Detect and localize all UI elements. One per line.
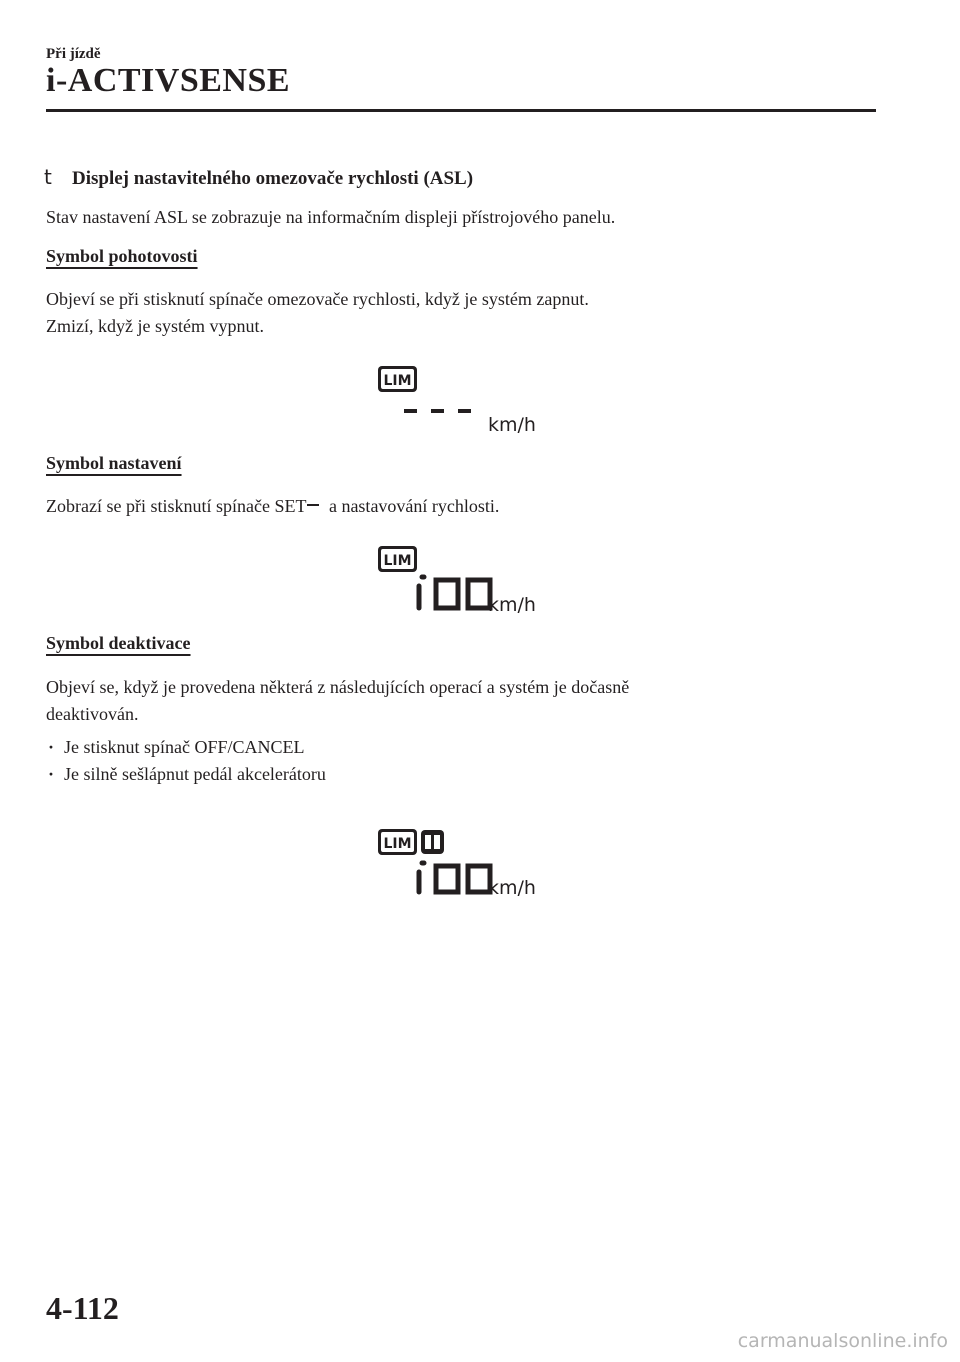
list-bullet: · — [48, 764, 55, 784]
page-heading — [44, 165, 473, 190]
deactivation-display-graphic — [376, 827, 556, 902]
setting-lim-label: LIM — [383, 553, 412, 569]
deactivation-unit: km/h — [488, 877, 536, 899]
standby-unit: km/h — [488, 414, 536, 436]
setting-unit: km/h — [488, 594, 536, 616]
header-rule — [46, 109, 876, 112]
lim-icon — [378, 366, 417, 392]
setting-display-graphic — [376, 544, 556, 619]
standby-line1: Objeví se při stisknutí spínače omezovače rychlosti, když je systém zapnut. — [46, 289, 589, 309]
setting-text-after: a nastavování rychlosti. — [324, 496, 500, 516]
lim-icon — [378, 829, 417, 855]
list-item — [48, 737, 305, 758]
standby-lim-label: LIM — [383, 373, 412, 389]
deactivation-title: Symbol deaktivace — [46, 633, 191, 653]
list-bullet: · — [48, 737, 55, 757]
minus-symbol — [307, 504, 319, 506]
deactivation-display — [376, 827, 556, 902]
chapter-label: Při jízdě — [46, 46, 101, 62]
standby-line2: Zmizí, když je systém vypnut. — [46, 316, 264, 336]
list-item — [48, 764, 326, 785]
setting-text — [46, 493, 499, 520]
list-item-text: Je stisknut spínač OFF/CANCEL — [64, 737, 305, 757]
setting-display — [376, 544, 556, 619]
speed-digits — [419, 577, 490, 608]
setting-title: Symbol nastavení — [46, 453, 182, 473]
standby-display-graphic — [376, 364, 556, 439]
heading-title: Displej nastavitelného omezovače rychlosti (ASL) — [72, 168, 474, 189]
list-item-text: Je silně sešlápnut pedál akcelerátoru — [64, 764, 326, 784]
heading-bullet: t — [44, 165, 52, 189]
speed-dashes — [404, 409, 471, 413]
intro-text: Stav nastavení ASL se zobrazuje na informačním displeji přístrojového panelu. — [46, 207, 616, 227]
page-number: 4-112 — [46, 1290, 119, 1326]
standby-display — [376, 364, 556, 439]
watermark: carmanualsonline.info — [737, 1330, 948, 1352]
deactivation-pause-label: II — [376, 827, 377, 828]
deactivation-line1: Objeví se, když je provedena některá z následujících operací a systém je dočasně — [46, 677, 630, 697]
section-title: i-ACTIVSENSE — [46, 62, 291, 99]
speed-digits — [419, 863, 490, 892]
deactivation-line2: deaktivován. — [46, 704, 139, 724]
standby-title: Symbol pohotovosti — [46, 246, 198, 266]
setting-text-before: Zobrazí se při stisknutí spínače SET — [46, 496, 307, 516]
lim-icon — [378, 546, 417, 572]
pause-icon — [421, 830, 444, 854]
deactivation-lim-label: LIM — [383, 836, 412, 852]
